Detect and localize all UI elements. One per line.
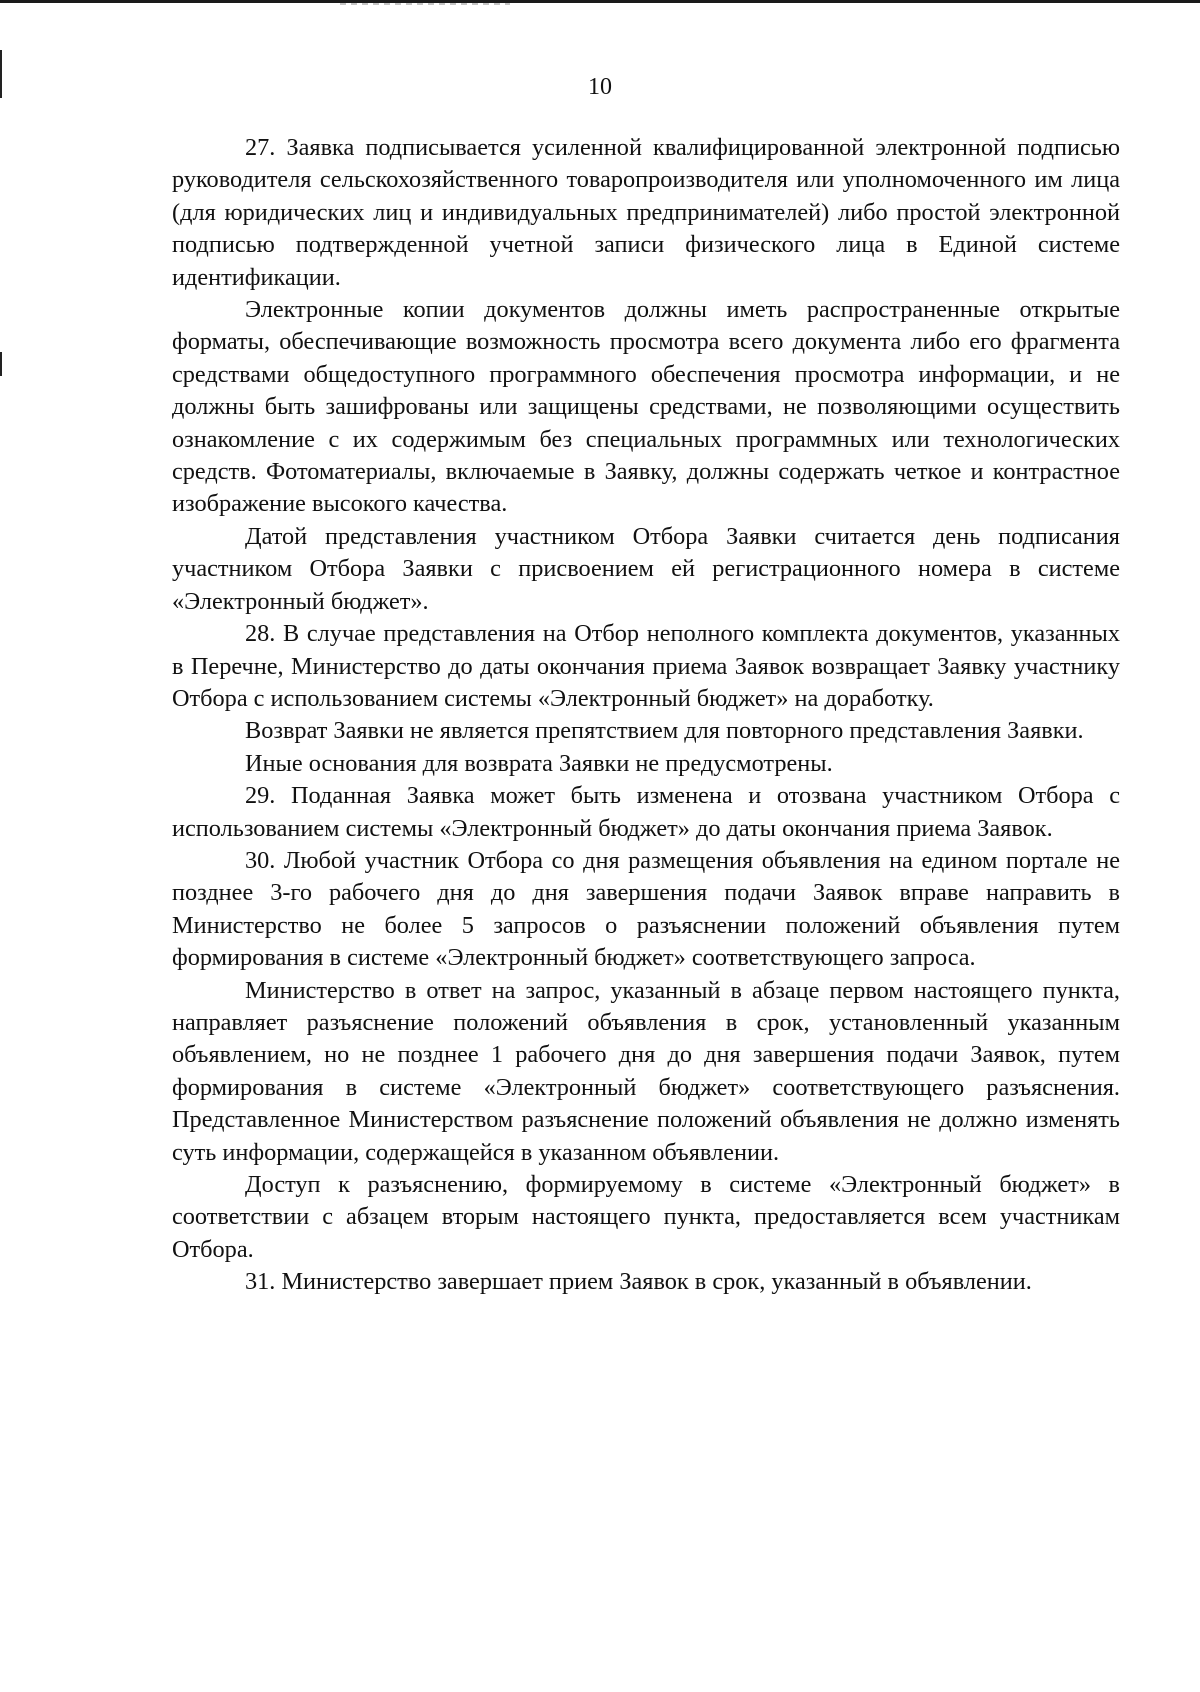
paragraph-31: 31. Министерство завершает прием Заявок в срок, указанный в объявлении. — [245, 1268, 1032, 1296]
paragraph-27: 27. Заявка подписывается усиленной квалифицированной электронной подписью руководителя сельскохозяйственного товаропроизводителя или уполномоченного им лица (для юридических лиц и индивидуальных предпринимателей) либо простой электронной подписью подтвержденной учетной записи физического лица в Единой системе идентификации. — [172, 134, 1120, 291]
paragraph-other-grounds: Иные основания для возврата Заявки не предусмотрены. — [245, 749, 833, 777]
document-body — [172, 132, 1120, 1299]
scan-border-line — [0, 0, 1200, 3]
paragraph-access-to-clarification: Доступ к разъяснению, формируемому в системе «Электронный бюджет» в соответствии с абзацем вторым настоящего пункта, предоставляется всем участникам Отбора. — [172, 1171, 1120, 1263]
paragraph-return-not-obstacle: Возврат Заявки не является препятствием для повторного представления Заявки. — [245, 717, 1084, 745]
paragraph-28: 28. В случае представления на Отбор неполного комплекта документов, указанных в Перечне, Министерство до даты окончания приема Заявок возвращает Заявку участнику Отбора с использованием системы «Электронный бюджет» на доработку. — [172, 620, 1120, 712]
paragraph-30: 30. Любой участник Отбора со дня размещения объявления на едином портале не позднее 3-го рабочего дня до дня завершения подачи Заявок вправе направить в Министерство не более 5 запросов о разъяснении положений объявления путем формирования в системе «Электронный бюджет» соответствующего запроса. — [172, 846, 1120, 972]
paragraph-ministry-response: Министерство в ответ на запрос, указанный в абзаце первом настоящего пункта, направляет разъяснение положений объявления в срок, установленный указанным объявлением, но не позднее 1 рабочего дня до дня завершения подачи Заявок, путем формирования в системе «Электронный бюджет» соответствующего разъяснения. Представленное Министерством разъяснение положений объявления не должно изменять суть информации, содержащейся в указанном объявлении. — [172, 976, 1120, 1166]
paragraph-29: 29. Поданная Заявка может быть изменена и отозвана участником Отбора с использованием системы «Электронный бюджет» до даты окончания приема Заявок. — [172, 782, 1120, 842]
scan-edge-mark — [0, 352, 2, 376]
paragraph-electronic-copies: Электронные копии документов должны иметь распространенные открытые форматы, обеспечивающие возможность просмотра всего документа либо его фрагмента средствами общедоступного программного обеспечения просмотра информации, и не должны быть зашифрованы или защищены средствами, не позволяющими осуществить ознакомление с их содержимым без специальных программных или технологических средств. Фотоматериалы, включаемые в Заявку, должны содержать четкое и контрастное изображение высокого качества. — [172, 296, 1120, 518]
paragraph-submission-date: Датой представления участником Отбора Заявки считается день подписания участником Отбора Заявки с присвоением ей регистрационного номера в системе «Электронный бюджет». — [172, 522, 1120, 615]
page-number: 10 — [588, 74, 612, 100]
scan-artifact — [340, 3, 510, 5]
